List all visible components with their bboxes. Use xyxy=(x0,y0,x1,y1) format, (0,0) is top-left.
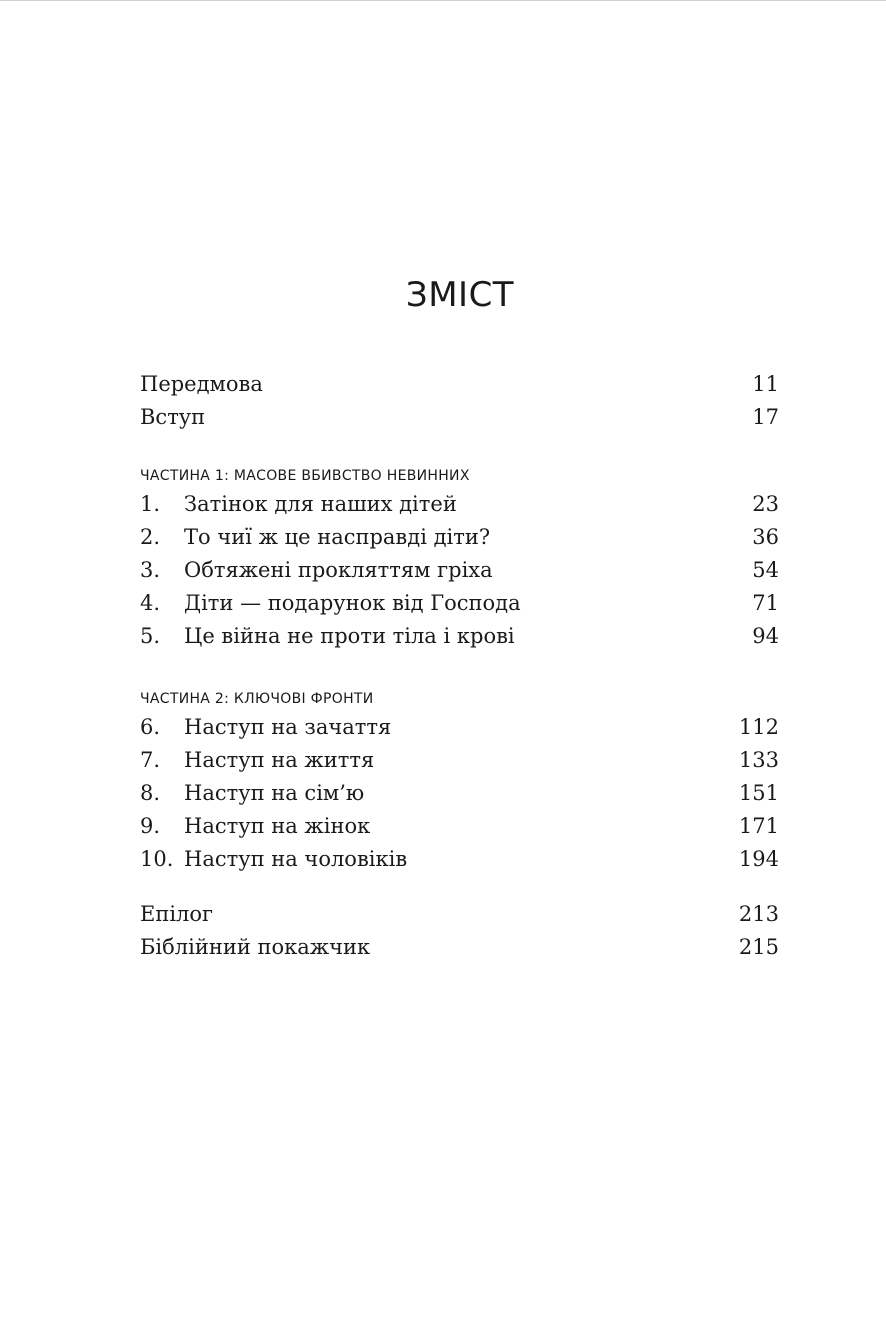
chapter-page: 36 xyxy=(752,525,779,549)
chapter-number: 6. xyxy=(140,715,161,739)
toc-chapter-7[interactable] xyxy=(140,744,779,777)
toc-entry-label: Біблійний покажчик xyxy=(140,935,371,959)
chapter-title: Наступ на життя xyxy=(184,748,375,772)
chapter-title: Затінок для наших дітей xyxy=(184,492,457,516)
chapter-number: 7. xyxy=(140,748,161,772)
toc-chapter-6[interactable] xyxy=(140,711,779,744)
toc-entry-foreword[interactable] xyxy=(140,368,779,401)
page-top-border xyxy=(0,0,886,1)
toc-entry-label: Вступ xyxy=(140,405,206,429)
toc-chapter-3[interactable] xyxy=(140,554,779,587)
toc-chapter-10[interactable] xyxy=(140,843,779,876)
chapter-page: 194 xyxy=(738,847,779,871)
table-of-contents xyxy=(140,368,779,964)
toc-chapter-8[interactable] xyxy=(140,777,779,810)
chapter-title: Наступ на чоловіків xyxy=(184,847,408,871)
chapter-number: 2. xyxy=(140,525,161,549)
toc-chapter-9[interactable] xyxy=(140,810,779,843)
page-title: ЗМІСТ xyxy=(405,274,515,315)
chapter-page: 23 xyxy=(752,492,779,516)
toc-entry-page: 11 xyxy=(752,372,779,396)
chapter-page: 71 xyxy=(752,591,779,615)
toc-entry-label: Епілог xyxy=(140,902,214,926)
toc-entry-page: 17 xyxy=(752,405,779,429)
chapter-title: Обтяжені прокляттям гріха xyxy=(184,558,493,582)
chapter-number: 9. xyxy=(140,814,161,838)
chapter-title: Діти — подарунок від Господа xyxy=(184,591,521,615)
chapter-number: 3. xyxy=(140,558,161,582)
chapter-page: 133 xyxy=(738,748,779,772)
chapter-title: То чиї ж це насправді діти? xyxy=(184,525,491,549)
toc-entry-page: 215 xyxy=(738,935,779,959)
chapter-page: 54 xyxy=(752,558,779,582)
toc-entry-scripture-index[interactable] xyxy=(140,931,779,964)
toc-chapter-2[interactable] xyxy=(140,521,779,554)
chapter-page: 151 xyxy=(738,781,779,805)
toc-chapter-1[interactable] xyxy=(140,488,779,521)
toc-entry-page: 213 xyxy=(738,902,779,926)
chapter-page: 171 xyxy=(738,814,779,838)
chapter-number: 1. xyxy=(140,492,161,516)
toc-chapter-4[interactable] xyxy=(140,587,779,620)
chapter-page: 112 xyxy=(738,715,779,739)
part-2-heading: ЧАСТИНА 2: КЛЮЧОВІ ФРОНТИ xyxy=(140,691,374,707)
chapter-page: 94 xyxy=(752,624,779,648)
toc-chapter-5[interactable] xyxy=(140,620,779,653)
chapter-title: Наступ на зачаття xyxy=(184,715,392,739)
toc-entry-introduction[interactable] xyxy=(140,401,779,434)
chapter-number: 4. xyxy=(140,591,161,615)
chapter-number: 10. xyxy=(140,847,174,871)
chapter-number: 8. xyxy=(140,781,161,805)
chapter-title: Це війна не проти тіла і крові xyxy=(184,624,515,648)
toc-entry-label: Передмова xyxy=(140,372,263,396)
chapter-number: 5. xyxy=(140,624,161,648)
chapter-title: Наступ на жінок xyxy=(184,814,371,838)
chapter-title: Наступ на сім’ю xyxy=(184,781,365,805)
part-1-heading: ЧАСТИНА 1: МАСОВЕ ВБИВСТВО НЕВИННИХ xyxy=(140,468,470,484)
toc-entry-epilogue[interactable] xyxy=(140,898,779,931)
